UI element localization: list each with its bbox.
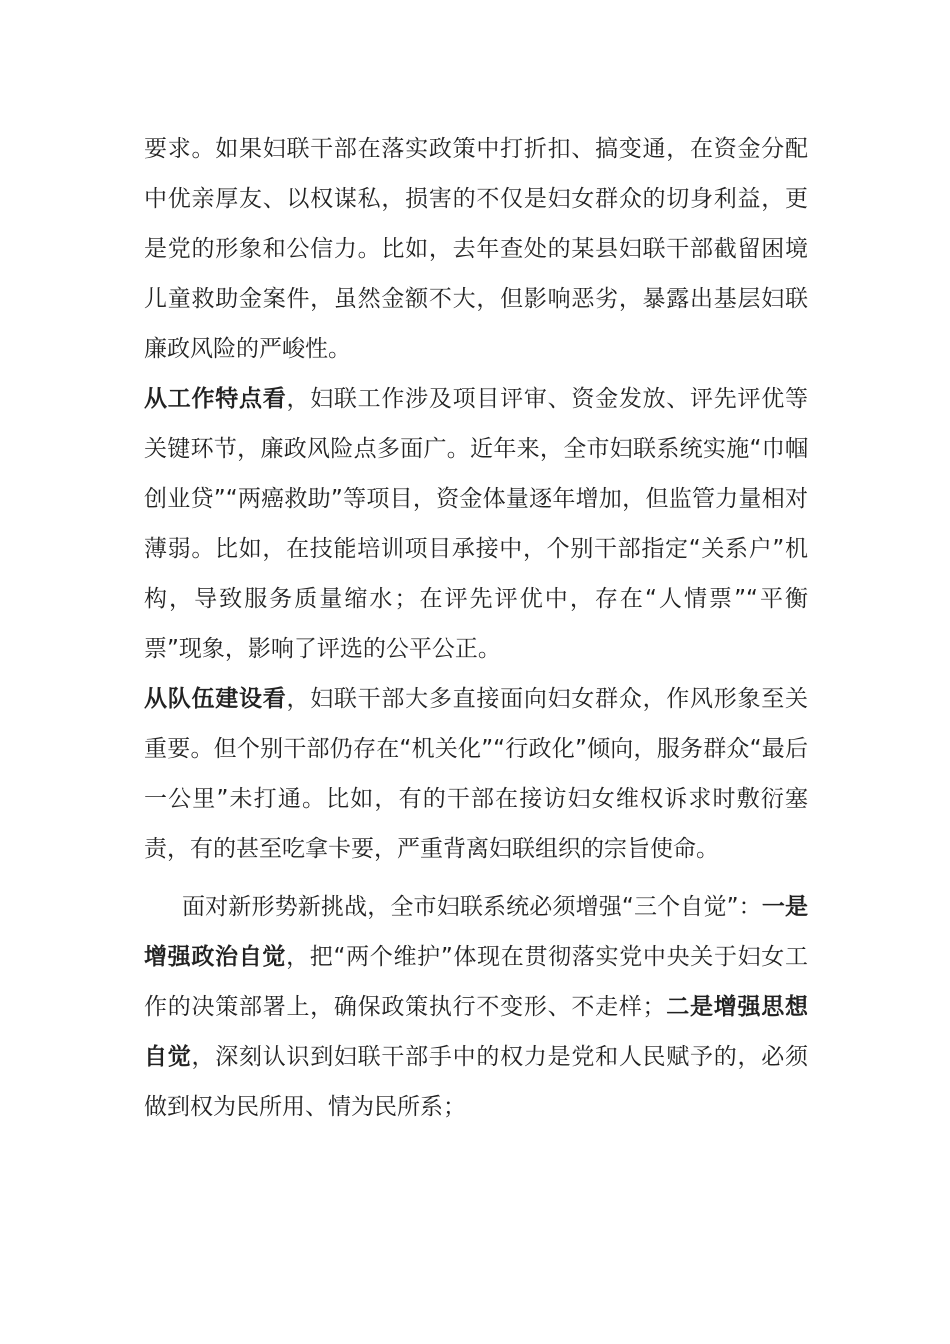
paragraph-lead-bold: 从队伍建设看 <box>144 686 287 712</box>
paragraph-text: ，把“两个维护”体现在贯彻落实党中央关于妇女工作的决策部署上，确保政策执行不变形、不走样； <box>144 944 808 1020</box>
paragraph-work-characteristics <box>144 374 808 674</box>
paragraph-lead-bold: 从工作特点看 <box>144 386 287 412</box>
paragraph-team-building <box>144 674 808 874</box>
paragraph-intro: 面对新形势新挑战，全市妇联系统必须增强“三个自觉”： <box>182 894 762 920</box>
paragraph-lead-bold: 二是增强思想自觉 <box>144 994 809 1070</box>
paragraph-continuation <box>144 124 808 374</box>
paragraph-three-consciousness <box>144 882 808 1132</box>
paragraph-lead-bold: 一是增强政治自觉 <box>144 894 808 970</box>
document-body <box>144 124 808 1132</box>
paragraph-text: ，妇联干部大多直接面向妇女群众，作风形象至关重要。但个别干部仍存在“机关化”“行政化”倾向，服务群众“最后一公里”未打通。比如，有的干部在接访妇女维权诉求时敷衍塞责，有的甚至吃拿卡要，严重背离妇联组织的宗旨使命。 <box>144 686 809 862</box>
paragraph-text: 要求。如果妇联干部在落实政策中打折扣、搞变通，在资金分配中优亲厚友、以权谋私，损害的不仅是妇女群众的切身利益，更是党的形象和公信力。比如，去年查处的某县妇联干部截留困境儿童救助金案件，虽然金额不大，但影响恶劣，暴露出基层妇联廉政风险的严峻性。 <box>144 136 808 362</box>
paragraph-text: ，妇联工作涉及项目评审、资金发放、评先评优等关键环节，廉政风险点多面广。近年来，全市妇联系统实施“巾帼创业贷”“两癌救助”等项目，资金体量逐年增加，但监管力量相对薄弱。比如，在技能培训项目承接中，个别干部指定“关系户”机构，导致服务质量缩水；在评先评优中，存在“人情票”“平衡票”现象，影响了评选的公平公正。 <box>144 386 809 662</box>
paragraph-text: ，深刻认识到妇联干部手中的权力是党和人民赋予的，必须做到权为民所用、情为民所系； <box>144 1044 809 1120</box>
